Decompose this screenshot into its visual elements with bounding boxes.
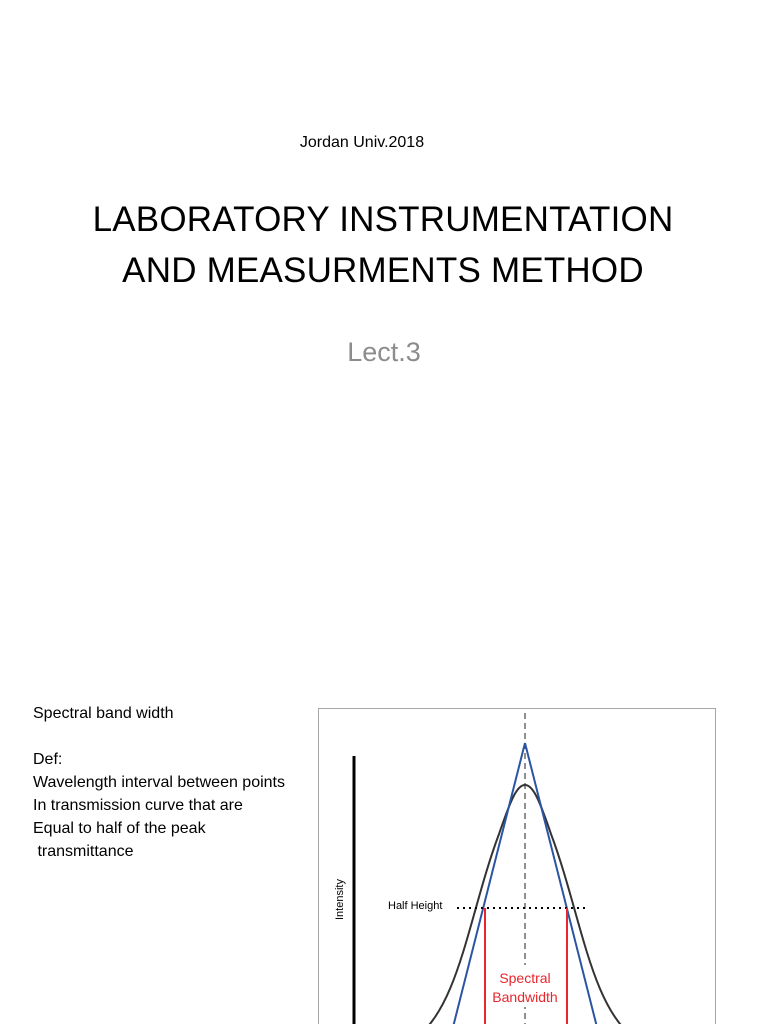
bandwidth-label-line2: Bandwidth (492, 989, 558, 1005)
notes-line: transmittance (33, 843, 134, 860)
half-height-label: Half Height (388, 900, 443, 912)
author-label: Jordan Univ.2018 (299, 134, 425, 151)
notes-line: Wavelength interval between points (33, 774, 285, 791)
spectral-bandwidth-figure (318, 708, 716, 1024)
notes-def-label: Def: (33, 751, 63, 768)
y-axis-label: Intensity (334, 879, 346, 920)
lecture-subtitle: Lect.3 (347, 337, 421, 367)
notes-heading: Spectral band width (33, 705, 174, 722)
definition-text (33, 702, 318, 863)
bandwidth-diagram (319, 709, 716, 1024)
page-title (40, 194, 726, 296)
notes-line: Equal to half of the peak (33, 820, 206, 837)
title-line-1: LABORATORY INSTRUMENTATION (92, 200, 674, 239)
notes-line: In transmission curve that are (33, 797, 243, 814)
notes-spacer (33, 725, 318, 748)
bandwidth-label-line1: Spectral (499, 970, 551, 986)
title-line-2: AND MEASURMENTS METHOD (122, 251, 644, 290)
